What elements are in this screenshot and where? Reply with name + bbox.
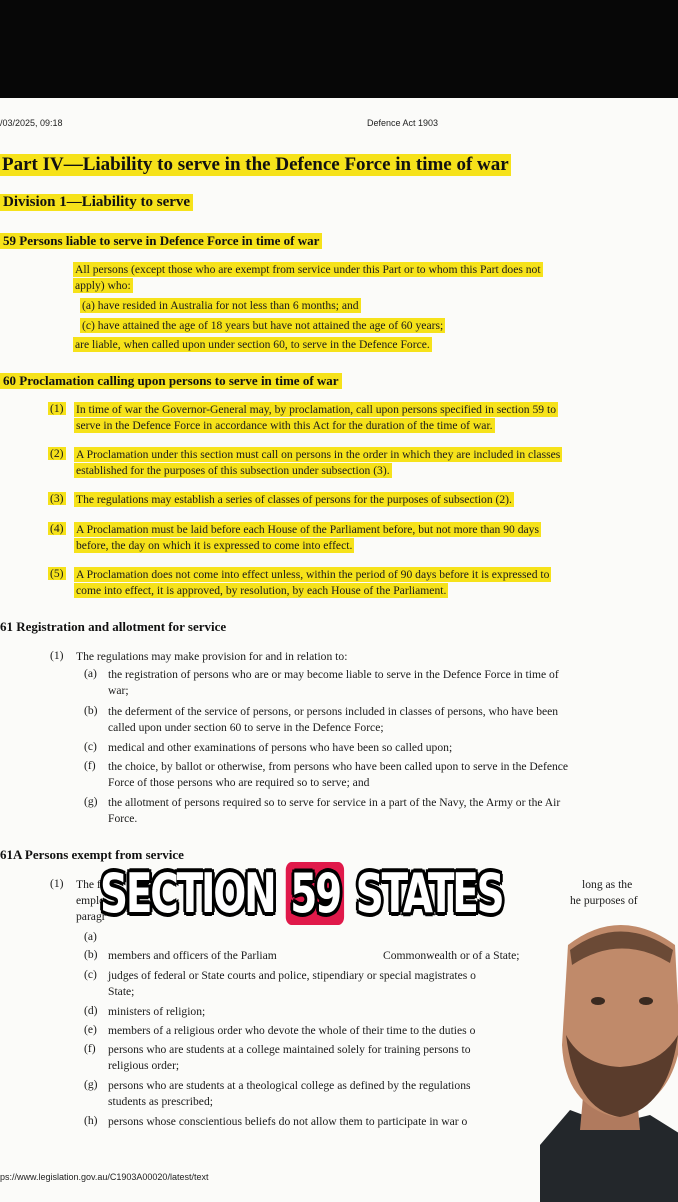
s61-b-number: (b) [84,704,98,717]
print-doc-title: Defence Act 1903 [367,118,439,128]
s61-p1-number: (1) [50,649,64,662]
s61a-g-line-2: students as prescribed; [108,1095,213,1108]
s60-p1-line-1: In time of war the Governor-General may, by proclamation, call upon persons specified in section 59 to [76,403,557,416]
s60-p2-number: (2) [50,447,64,460]
s60-p1-line-2: serve in the Defence Force in accordance with this Act for the duration of the time of war. [76,419,493,432]
division-title: Division 1—Liability to serve [0,194,193,211]
s60-p4-number: (4) [50,522,64,535]
s61a-d-line-1: ministers of religion; [108,1005,206,1018]
s61a-c-number: (c) [84,968,97,981]
s61a-c-line-2: State; [108,985,135,998]
s61a-b-line-1a: members and officers of the Parliam [108,949,277,962]
s61a-g-line-1: persons who are students at a theological college as defined by the regulations [108,1079,471,1092]
section-61a-heading: 61A Persons exempt from service [0,847,184,862]
s61-a-line-1: the registration of persons who are or may become liable to serve in the Defence Force in time of [108,668,559,681]
s61a-g-number: (g) [84,1078,98,1091]
s61a-h-number: (h) [84,1114,98,1127]
s61-a-number: (a) [84,667,97,680]
s60-p4-line-1: A Proclamation must be laid before each House of the Parliament before, but not more than 90 days [76,523,539,536]
s60-p5-line-2: come into effect, it is approved, by resolution, by each House of the Parliament. [76,584,447,597]
s60-p5-number: (5) [50,567,64,580]
s61-f-line-2: Force of those persons who are required so to serve; and [108,776,370,789]
s60-p5-line-1: A Proclamation does not come into effect unless, within the period of 90 days before it is expressed to [76,568,550,581]
s61-f-number: (f) [84,759,96,772]
s59-closing: are liable, when called upon under section 60, to serve in the Defence Force. [75,338,430,351]
s61-f-line-1: the choice, by ballot or otherwise, from persons who have been called upon to serve in the Defence [108,760,569,773]
s60-p3-line-1: The regulations may establish a series of classes of persons for the purposes of subsection (2). [76,493,512,506]
s61-c-number: (c) [84,740,97,753]
s61a-c-line-1: judges of federal or State courts and police, stipendiary or special magistrates o [108,969,476,982]
s61-p1-line: The regulations may make provision for and in relation to: [76,650,348,663]
caption-text-after: STATES [344,862,503,925]
s61a-f-number: (f) [84,1042,96,1055]
s61a-d-number: (d) [84,1004,98,1017]
s60-p1-number: (1) [50,402,64,415]
s61a-f-line-2: religious order; [108,1059,180,1072]
s61a-b-number: (b) [84,948,98,961]
s59-item-c: (c) have attained the age of 18 years but have not attained the age of 60 years; [82,319,444,332]
video-top-bar [0,0,678,98]
s61a-e-number: (e) [84,1023,97,1036]
caption-overlay [100,862,502,925]
s61-c-line-1: medical and other examinations of persons who have been so called upon; [108,741,453,754]
s61a-h-line-1: persons whose conscientious beliefs do not allow them to participate in war o [108,1115,468,1128]
presenter-eye-left [591,997,605,1005]
s61-g-number: (g) [84,795,98,808]
s61-g-line-1: the allotment of persons required so to serve for service in a part of the Navy, the Army or the Air [108,796,561,809]
s61a-p1-line-2-end: he purposes of [570,894,638,907]
s61a-p1-number: (1) [50,877,64,890]
presenter-eye-right [639,997,653,1005]
print-footer-url: ps://www.legislation.gov.au/C1903A00020/latest/text [0,1172,209,1182]
s61-a-line-2: war; [108,684,129,697]
s60-p2-line-1: A Proclamation under this section must call on persons in the order in which they are included in classes [76,448,561,461]
s61-g-line-2: Force. [108,812,138,825]
s61a-p1-line-2: emplo [76,894,105,907]
s61-b-line-2: called upon under section 60 to serve in the Defence Force; [108,721,384,734]
s61a-p1-line-3: paragr [76,910,106,923]
s61a-f-line-1: persons who are students at a college maintained solely for training persons to [108,1043,471,1056]
s59-intro-line-1: All persons (except those who are exempt from service under this Part or to whom this Part does not [75,263,541,276]
s61a-b-line-1b: Commonwealth or of a State; [383,949,520,962]
section-59-heading: 59 Persons liable to serve in Defence Force in time of war [0,233,322,249]
s61a-e-line-1: members of a religious order who devote the whole of their time to the duties o [108,1024,476,1037]
s61-b-line-1: the deferment of the service of persons, or persons included in classes of persons, who have been [108,705,559,718]
s59-intro-line-2: apply) who: [75,279,131,292]
s60-p3-number: (3) [50,492,64,505]
section-61-heading: 61 Registration and allotment for service [0,619,227,634]
s61a-a-number: (a) [84,930,97,943]
s61a-p1-line-1: The fo [76,878,107,891]
s60-p2-line-2: established for the purposes of this subsection under subsection (3). [76,464,390,477]
print-timestamp: /03/2025, 09:18 [0,118,63,128]
s59-item-a: (a) have resided in Australia for not less than 6 months; and [82,299,359,312]
caption-number-badge: 59 [286,862,344,925]
caption-text-before: SECTION [100,862,286,925]
s60-p4-line-2: before, the day on which it is expressed to come into effect. [76,539,353,552]
presenter-video-overlay [540,905,678,1202]
s61a-p1-line-1-end: long as the [582,878,633,891]
part-title: Part IV—Liability to serve in the Defence Force in time of war [2,154,509,175]
section-60-heading: 60 Proclamation calling upon persons to serve in time of war [0,373,342,389]
